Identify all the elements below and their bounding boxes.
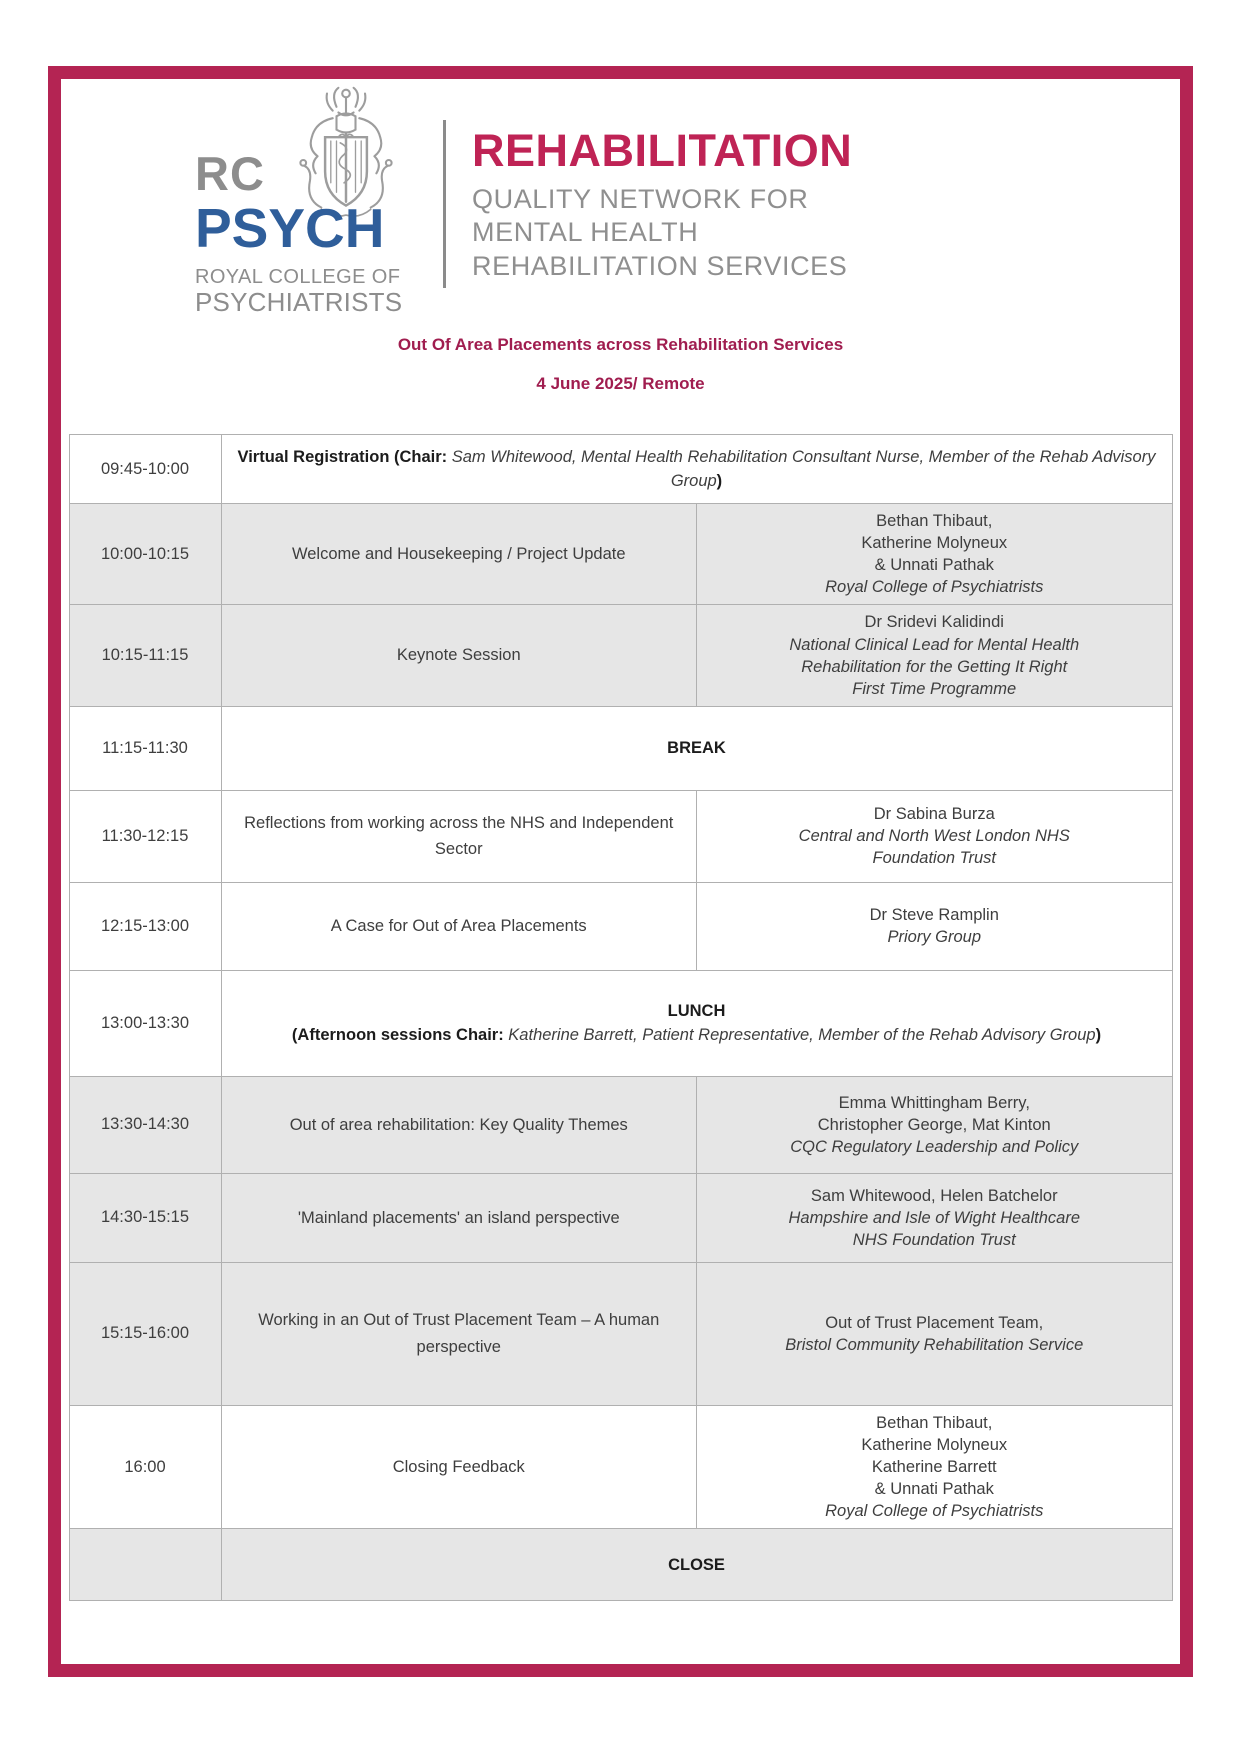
italic-text: Katherine Barrett, Patient Representative, Member of the Rehab Advisory Group — [508, 1026, 1096, 1045]
agenda-row — [69, 790, 1172, 882]
time-cell: 15:15-16:00 — [69, 1262, 221, 1405]
merged-session-line — [234, 999, 1160, 1023]
event-date-location: 4 June 2025/ Remote — [536, 374, 705, 393]
agenda-row — [69, 435, 1172, 504]
merged-session-line — [234, 736, 1160, 760]
speaker-cell — [697, 1173, 1173, 1262]
time-cell — [69, 1529, 221, 1601]
speaker-name: & Unnati Pathak — [874, 556, 994, 575]
session-title: Welcome and Housekeeping / Project Update — [291, 545, 626, 564]
agenda-row — [69, 882, 1172, 970]
merged-session-cell — [221, 970, 1172, 1076]
session-title: Keynote Session — [396, 646, 521, 665]
session-cell — [221, 1173, 697, 1262]
speaker-name: Dr Sabina Burza — [873, 805, 995, 824]
bold-text: BREAK — [667, 739, 726, 758]
network-line-3: REHABILITATION SERVICES — [472, 250, 848, 281]
speaker-name: Katherine Barrett — [871, 1458, 997, 1477]
bold-text: (Afternoon sessions Chair: — [291, 1026, 509, 1045]
speaker-affiliation: Central and North West London NHS — [798, 827, 1070, 846]
speaker-cell — [697, 504, 1173, 605]
speaker-name: Sam Whitewood, Helen Batchelor — [810, 1186, 1058, 1205]
speaker-name: & Unnati Pathak — [874, 1480, 994, 1499]
speaker-affiliation: Priory Group — [887, 928, 982, 947]
header-logo — [195, 81, 1180, 317]
agenda-row — [69, 1529, 1172, 1601]
speaker-cell — [697, 790, 1173, 882]
speaker-name: Christopher George, Mat Kinton — [817, 1115, 1051, 1134]
speaker-affiliation: Bristol Community Rehabilitation Service — [785, 1335, 1084, 1354]
time-cell: 10:00-10:15 — [69, 504, 221, 605]
session-cell — [221, 790, 697, 882]
bold-text: LUNCH — [667, 1001, 726, 1020]
speaker-affiliation: Royal College of Psychiatrists — [825, 1502, 1044, 1521]
speaker-name: Dr Sridevi Kalidindi — [864, 613, 1004, 632]
speaker-name: Emma Whittingham Berry, — [838, 1093, 1030, 1112]
italic-text: Sam Whitewood, Mental Health Rehabilitation Consultant Nurse, Member of the Rehab Advisory Group — [451, 447, 1156, 490]
speaker-name: Out of Trust Placement Team, — [825, 1313, 1044, 1332]
speaker-cell — [697, 1262, 1173, 1405]
speaker-name: Dr Steve Ramplin — [869, 906, 999, 925]
merged-session-cell — [221, 706, 1172, 790]
network-line-2: MENTAL HEALTH — [472, 217, 699, 248]
speaker-name: Bethan Thibaut, — [876, 1413, 993, 1432]
psychiatrists-text: PSYCHIATRISTS — [195, 287, 403, 317]
time-cell: 14:30-15:15 — [69, 1173, 221, 1262]
rcpsych-psych-text: PSYCH — [195, 197, 385, 259]
merged-session-line — [234, 1553, 1160, 1577]
network-line-1: QUALITY NETWORK FOR — [472, 183, 809, 214]
merged-session-line — [234, 1023, 1160, 1047]
time-cell: 09:45-10:00 — [69, 435, 221, 504]
time-cell: 16:00 — [69, 1405, 221, 1529]
rcpsych-logo — [195, 84, 413, 317]
royal-college-of-text: ROYAL COLLEGE OF — [195, 266, 401, 288]
session-title: 'Mainland placements' an island perspective — [297, 1208, 620, 1227]
time-cell: 10:15-11:15 — [69, 605, 221, 706]
speaker-cell — [697, 1405, 1173, 1529]
session-cell — [221, 605, 697, 706]
agenda-row — [69, 1405, 1172, 1529]
session-cell — [221, 1405, 697, 1529]
session-title: Out of area rehabilitation: Key Quality Themes — [289, 1115, 628, 1134]
session-cell — [221, 504, 697, 605]
merged-session-cell — [221, 435, 1172, 504]
time-cell: 13:00-13:30 — [69, 970, 221, 1076]
time-cell: 12:15-13:00 — [69, 882, 221, 970]
session-cell — [221, 882, 697, 970]
logo-divider — [443, 120, 446, 288]
merged-session-line — [234, 445, 1160, 494]
network-wordmark — [472, 125, 852, 283]
speaker-cell — [697, 1076, 1173, 1173]
agenda-row — [69, 706, 1172, 790]
agenda-row — [69, 1076, 1172, 1173]
speaker-name: Bethan Thibaut, — [876, 512, 993, 530]
rcpsych-rc-text: RC — [195, 147, 265, 200]
time-cell: 11:15-11:30 — [69, 706, 221, 790]
session-cell — [221, 1076, 697, 1173]
speaker-affiliation: Foundation Trust — [872, 849, 996, 868]
session-title: Closing Feedback — [392, 1457, 525, 1476]
speaker-cell — [697, 605, 1173, 706]
agenda-row — [69, 1173, 1172, 1262]
agenda-row — [69, 1262, 1172, 1405]
bold-text: ) — [1095, 1026, 1102, 1045]
session-cell — [221, 1262, 697, 1405]
speaker-affiliation: First Time Programme — [852, 679, 1017, 698]
speaker-affiliation: NHS Foundation Trust — [852, 1230, 1016, 1249]
agenda-table — [69, 434, 1173, 1601]
speaker-affiliation: CQC Regulatory Leadership and Policy — [790, 1137, 1079, 1156]
agenda-row — [69, 970, 1172, 1076]
session-title: A Case for Out of Area Placements — [330, 917, 587, 936]
speaker-name: Katherine Molyneux — [861, 1435, 1008, 1454]
speaker-affiliation: Rehabilitation for the Getting It Right — [801, 657, 1068, 676]
session-title: Working in an Out of Trust Placement Team – A human perspective — [258, 1311, 660, 1356]
speaker-affiliation: Royal College of Psychiatrists — [825, 578, 1044, 597]
speaker-cell — [697, 882, 1173, 970]
document-page — [48, 66, 1193, 1677]
time-cell: 13:30-14:30 — [69, 1076, 221, 1173]
bold-text: Virtual Registration (Chair: — [237, 447, 452, 466]
speaker-affiliation: Hampshire and Isle of Wight Healthcare — [788, 1208, 1080, 1227]
agenda-row — [69, 605, 1172, 706]
speaker-affiliation: National Clinical Lead for Mental Health — [789, 635, 1080, 654]
event-title: Out Of Area Placements across Rehabilitation Services — [397, 335, 844, 354]
session-title: Reflections from working across the NHS and Independent Sector — [244, 813, 674, 859]
time-cell: 11:30-12:15 — [69, 790, 221, 882]
agenda-row — [69, 504, 1172, 605]
speaker-name: Katherine Molyneux — [861, 534, 1008, 553]
bold-text: CLOSE — [668, 1555, 725, 1574]
bold-text: ) — [716, 472, 723, 490]
network-title: REHABILITATION — [472, 124, 853, 176]
merged-session-cell — [221, 1529, 1172, 1601]
